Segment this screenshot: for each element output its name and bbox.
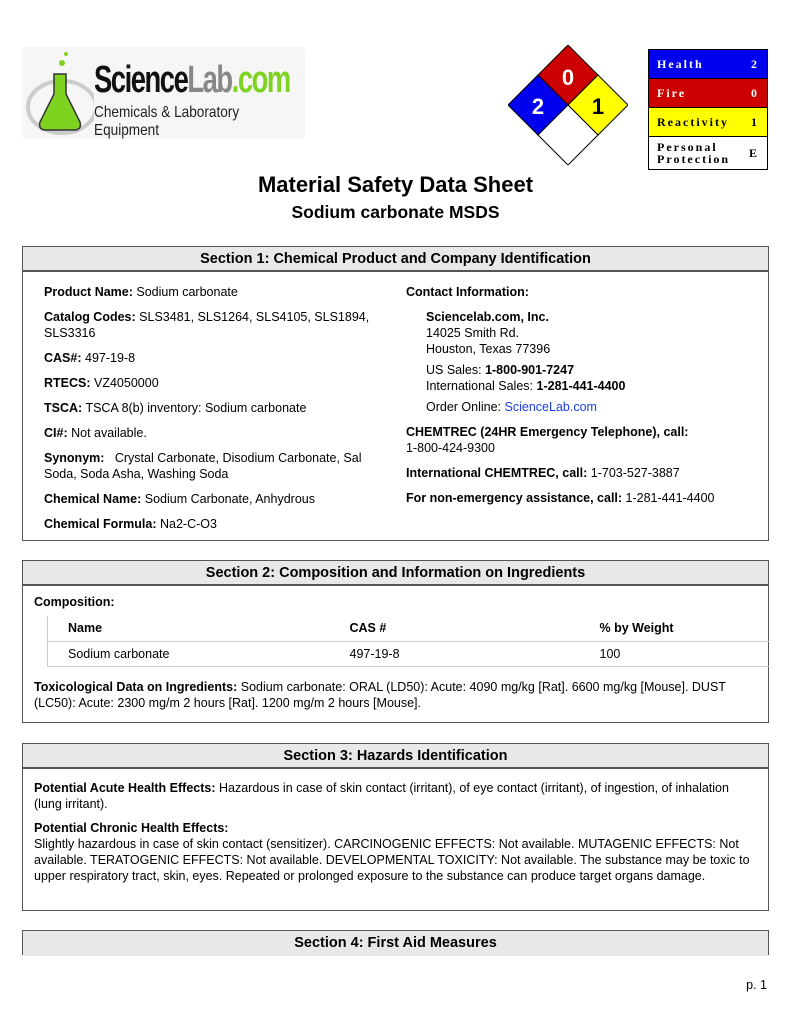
contact-info: Contact Information: Sciencelab.com, Inc. 14025 Smith Rd. Houston, Texas 77396 US Sales: 1-800-901-7247 International Sales: 1-281-441-4400 Order Online: ScienceLab.com CHEMTREC (24HR Emergency Telephone), call: 1-800-424-9300 International CHEMTREC, call: 1-703-527-3887 For non-emergency assistance, call: 1-281-441-4400	[406, 285, 715, 505]
section-1	[22, 246, 769, 541]
hmis-table	[648, 49, 768, 170]
nfpa-fire: 0	[561, 65, 575, 90]
page-title: Material Safety Data Sheet	[257, 172, 534, 197]
flask-icon	[24, 49, 94, 139]
logo-name: ScienceLab.com	[94, 59, 290, 101]
page-subtitle: Sodium carbonate MSDS	[291, 202, 500, 222]
section-heading: Section 2: Composition and Information on Ingredients	[23, 561, 768, 586]
hmis-reactivity: Reactivity 1	[649, 108, 767, 137]
section-heading: Section 3: Hazards Identification	[23, 744, 768, 769]
hmis-health: Health 2	[649, 50, 767, 79]
section-heading: Section 1: Chemical Product and Company Identification	[23, 247, 768, 272]
section-heading: Section 4: First Aid Measures	[23, 931, 768, 956]
composition-table: Name CAS # % by Weight Sodium carbonate 497-19-8 100	[47, 616, 769, 667]
nfpa-diamond	[508, 45, 628, 165]
sciencelab-logo	[22, 47, 305, 139]
product-info: Product Name: Sodium carbonate Catalog Codes: SLS3481, SLS1264, SLS4105, SLS1894, SLS3316 CAS#: 497-19-8 RTECS: VZ4050000 TSCA: TSCA 8(b) inventory: Sodium carbonate CI#: Not available. Synonym: Crystal Carbonate, Disodium Carbonate, Sal Soda, Soda Asha, Washing Soda Chemical Name: Sodium Carbonate, Anhydrous Chemical Formula: Na2-C-O3	[44, 285, 370, 531]
nfpa-reactivity: 1	[591, 94, 605, 119]
section-4	[22, 930, 769, 955]
table-row: Sodium carbonate 497-19-8 100	[48, 641, 770, 666]
section-2: Section 2: Composition and Information on Ingredients Composition: Name CAS # % by Weight Sodium carbonate 497-19-8 100 Toxicological Data on Ingredients: Sodium carbonate: ORAL (LD50): Acute: 4090 mg/kg [Rat]. 6600 mg/kg [Mouse]. DUST (LC50): Acute: 2300 mg/m 2 hours [Rat]. 1200 mg/m 2 hours [Mouse].	[22, 560, 769, 723]
logo-tagline: Chemicals & Laboratory Equipment	[94, 104, 240, 139]
nfpa-health: 2	[531, 94, 545, 119]
section-3: Section 3: Hazards Identification Potential Acute Health Effects: Hazardous in case of skin contact (irritant), of eye contact (irritant), of ingestion, of inhalation (lung irritant). Potential Chronic Health Effects: Slightly hazardous in case of skin contact (sensitizer). CARCINOGENIC EFFECTS: Not available. MUTAGENIC EFFECTS: Not available. TERATOGENIC EFFECTS: Not available. DEVELOPMENTAL TOXICITY: Not available. The substance may be toxic to upper respiratory tract, skin, eyes. Repeated or prolonged exposure to the substance can produce target organs damage.	[22, 743, 769, 911]
hmis-protection: Personal Protection E	[657, 140, 759, 166]
page-number: p. 1	[746, 978, 767, 992]
order-online-link[interactable]: ScienceLab.com	[504, 400, 597, 414]
hmis-fire: Fire 0	[649, 79, 767, 108]
